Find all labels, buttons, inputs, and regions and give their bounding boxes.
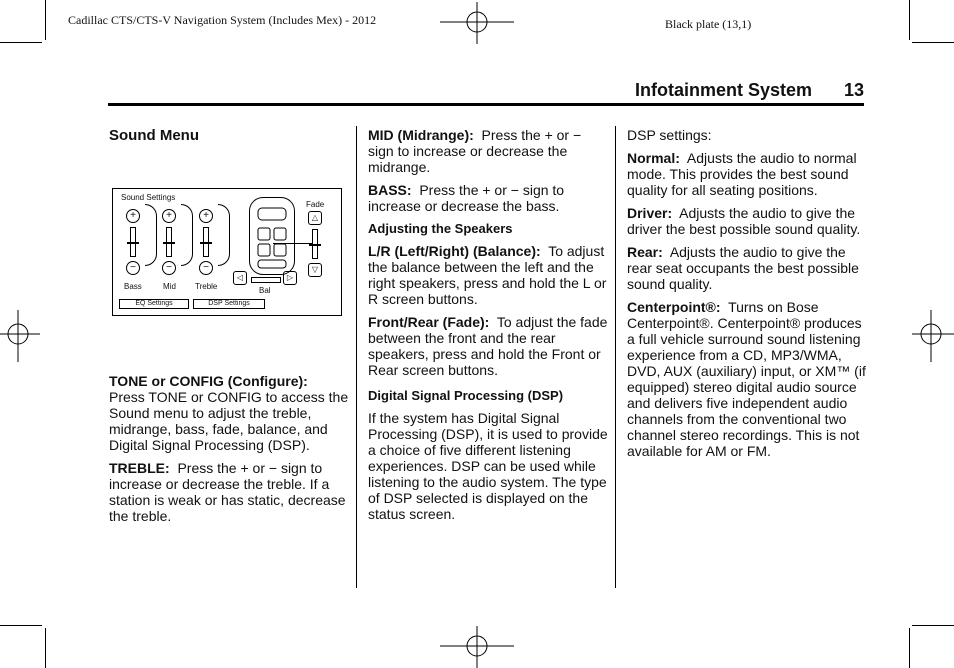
- plus-icon: +: [162, 209, 176, 223]
- column-1: [109, 128, 347, 144]
- rear-text: Adjusts the audio to give the rear seat occupants the best possible sound quality.: [627, 244, 859, 292]
- subheading-speakers: Adjusting the Speakers: [368, 221, 513, 236]
- crop-mark: [0, 42, 42, 43]
- dsp-intro: DSP settings:: [627, 127, 712, 143]
- balance-line: [273, 243, 313, 244]
- slider-bracket: [145, 204, 157, 266]
- normal-text: Adjusts the audio to normal mode. This provides the best sound quality for all seating positions.: [627, 150, 857, 198]
- crop-mark: [912, 625, 954, 626]
- mid-text: Press the + or − sign to increase or decrease the midrange.: [368, 127, 582, 175]
- bass-text: Press the + or − sign to increase or decrease the bass.: [368, 182, 565, 214]
- centerpoint-paragraph: [627, 299, 867, 459]
- slider-bracket: [181, 204, 193, 266]
- fade-track: [312, 229, 318, 259]
- slider-label-bass: Bass: [124, 282, 142, 291]
- column-divider: [615, 126, 616, 588]
- balance-track: [251, 277, 281, 283]
- slider-label-mid: Mid: [163, 282, 176, 291]
- balance-left-icon: ◁: [233, 271, 247, 285]
- fr-text: To adjust the fade between the front and the rear speakers, press and hold the Front or Rear screen buttons.: [368, 314, 608, 378]
- crop-mark: [45, 628, 46, 668]
- column-3: [627, 127, 867, 466]
- column-1-body: [109, 373, 349, 531]
- slider-track: [166, 227, 172, 257]
- crop-mark: [0, 625, 42, 626]
- running-head: [108, 80, 864, 106]
- term-lr: L/R (Left/Right) (Balance):: [368, 243, 541, 259]
- eq-settings-button: EQ Settings: [119, 299, 189, 309]
- term-treble: TREBLE:: [109, 460, 170, 476]
- vehicle-speaker-icon: [249, 197, 295, 275]
- balance-paragraph: [368, 243, 608, 307]
- subheading-dsp: Digital Signal Processing (DSP): [368, 388, 564, 403]
- slider-label-treble: Treble: [195, 282, 218, 291]
- term-bass: BASS:: [368, 182, 412, 198]
- slider-track: [203, 227, 209, 257]
- section-title: Infotainment System: [634, 80, 812, 100]
- fade-down-icon: ▽: [308, 263, 322, 277]
- term-driver: Driver:: [627, 205, 673, 221]
- page-number: 13: [843, 80, 864, 100]
- treble-paragraph: [109, 460, 349, 524]
- term-mid: MID (Midrange):: [368, 127, 474, 143]
- section-heading: Sound Menu: [109, 127, 199, 144]
- mid-paragraph: [368, 127, 608, 175]
- registration-mark-icon: [440, 2, 514, 44]
- plus-icon: +: [126, 209, 140, 223]
- plus-icon: +: [199, 209, 213, 223]
- slider-track: [130, 227, 136, 257]
- crop-mark: [909, 0, 910, 40]
- registration-mark-icon: [912, 310, 954, 362]
- print-header-title: Cadillac CTS/CTS-V Navigation System (Includes Mex) - 2012: [68, 13, 377, 27]
- fade-up-icon: △: [308, 211, 322, 225]
- print-header-plate: Black plate (13,1): [665, 17, 752, 31]
- vehicle-seats-icon: [250, 198, 294, 274]
- term-rear: Rear:: [627, 244, 663, 260]
- treble-text: Press the + or − sign to increase or decrease the treble. If a station is weak or has static, decrease the treble.: [109, 460, 346, 524]
- slider-bracket: [218, 204, 230, 266]
- fade-label: Fade: [306, 200, 325, 209]
- term-tone-config: TONE or CONFIG (Configure):: [109, 373, 308, 389]
- tone-config-paragraph: [109, 373, 349, 453]
- crop-mark: [909, 628, 910, 668]
- rear-paragraph: [627, 244, 867, 292]
- bass-paragraph: [368, 182, 608, 214]
- dsp-paragraph: If the system has Digital Signal Processing (DSP), it is used to provide a choice of five different listening experiences. DSP can be used while listening to the audio system. The type of DSP selected is displayed on the status screen.: [368, 410, 608, 522]
- column-2: [368, 127, 608, 529]
- centerpoint-text: Turns on Bose Centerpoint®. Centerpoint® produces a full vehicle surround sound listening experience from a CD, MP3/WMA, DVD, AUX (auxiliary) input, or XM™ (if equipped) stereo digital audio source and delivers five independent audio channels from the conventional two channel stereo recordings. This is not available for AM or FM.: [627, 299, 866, 459]
- registration-mark-icon: [440, 626, 514, 668]
- term-front-rear: Front/Rear (Fade):: [368, 314, 490, 330]
- column-divider: [356, 126, 357, 588]
- crop-mark: [45, 0, 46, 40]
- fade-paragraph: [368, 314, 608, 378]
- minus-icon: −: [126, 261, 140, 275]
- term-centerpoint: Centerpoint®:: [627, 299, 721, 315]
- driver-text: Adjusts the audio to give the driver the best possible sound quality.: [627, 205, 861, 237]
- dsp-settings-button: DSP Settings: [193, 299, 265, 309]
- registration-mark-icon: [0, 310, 40, 362]
- minus-icon: −: [199, 261, 213, 275]
- normal-paragraph: [627, 150, 867, 198]
- term-normal: Normal:: [627, 150, 680, 166]
- figure-title: Sound Settings: [121, 193, 176, 202]
- lr-text: To adjust the balance between the left and the right speakers, press and hold the L or R screen buttons.: [368, 243, 607, 307]
- driver-paragraph: [627, 205, 867, 237]
- sound-settings-figure: [112, 188, 342, 316]
- crop-mark: [912, 42, 954, 43]
- minus-icon: −: [162, 261, 176, 275]
- balance-right-icon: ▷: [283, 271, 297, 285]
- tone-config-text: Press TONE or CONFIG to access the Sound menu to adjust the treble, midrange, bass, fade, balance, and Digital Signal Processing (DSP).: [109, 389, 349, 453]
- bal-label: Bal: [259, 286, 271, 295]
